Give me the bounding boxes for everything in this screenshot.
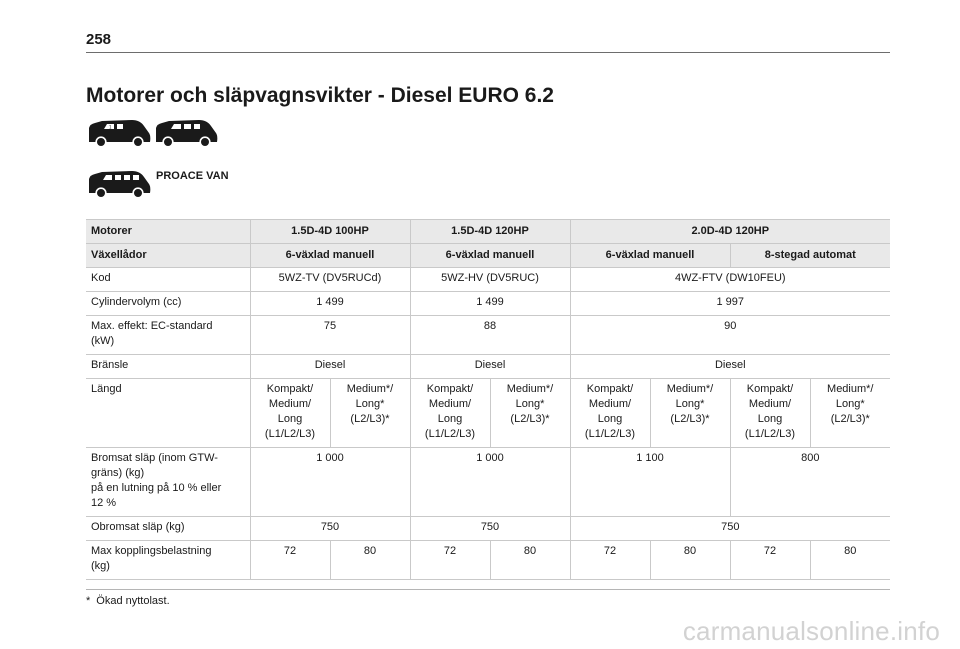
table-cell: 72 (730, 541, 810, 580)
table-cell: 90 (570, 316, 890, 355)
table-cell: 80 (330, 541, 410, 580)
engine-header: 1.5D-4D 100HP (250, 220, 410, 244)
gearbox-header: 6-växlad manuell (410, 244, 570, 268)
table-cell: 1 100 (570, 448, 730, 517)
table-cell: 1 499 (410, 292, 570, 316)
table-cell: 80 (650, 541, 730, 580)
table-cell: 88 (410, 316, 570, 355)
table-cell: 750 (410, 517, 570, 541)
table-cell: 1 000 (250, 448, 410, 517)
table-cell: 1 997 (570, 292, 890, 316)
table-cell: 1 499 (250, 292, 410, 316)
row-label: Längd (86, 379, 250, 448)
table-row-effekt (86, 316, 890, 355)
row-label: Obromsat släp (kg) (86, 517, 250, 541)
footnote (86, 595, 170, 607)
gearbox-header: 6-växlad manuell (570, 244, 730, 268)
row-label: Bränsle (86, 355, 250, 379)
engine-header: 2.0D-4D 120HP (570, 220, 890, 244)
row-label: Kod (86, 268, 250, 292)
svg-text:1: 1 (109, 124, 112, 130)
table-cell: 72 (410, 541, 490, 580)
table-cell: 750 (570, 517, 890, 541)
van-short-icon (86, 117, 152, 147)
specs-table (86, 219, 890, 580)
van-medium-icon (153, 117, 219, 147)
row-label: Bromsat släp (inom GTW- gräns) (kg) på en lutning på 10 % eller 12 % (86, 448, 250, 517)
table-cell: 4WZ-FTV (DW10FEU) (570, 268, 890, 292)
table-cell: Kompakt/ Medium/ Long (L1/L2/L3) (410, 379, 490, 448)
row-label: Max. effekt: EC-standard (kW) (86, 316, 250, 355)
table-cell: 5WZ-TV (DV5RUCd) (250, 268, 410, 292)
table-row-kod (86, 268, 890, 292)
table-cell: 72 (250, 541, 330, 580)
table-cell: 80 (810, 541, 890, 580)
row-label: Motorer (86, 220, 250, 244)
table-cell: Medium*/ Long* (L2/L3)* (650, 379, 730, 448)
table-cell: 75 (250, 316, 410, 355)
table-cell: 5WZ-HV (DV5RUC) (410, 268, 570, 292)
table-cell: 1 000 (410, 448, 570, 517)
gearbox-header: 6-växlad manuell (250, 244, 410, 268)
row-label: Cylindervolym (cc) (86, 292, 250, 316)
table-row-obromsat (86, 517, 890, 541)
table-cell: Kompakt/ Medium/ Long (L1/L2/L3) (250, 379, 330, 448)
row-label: Växellådor (86, 244, 250, 268)
page-number: 258 (86, 31, 112, 48)
table-cell: 800 (730, 448, 890, 517)
table-cell: Diesel (570, 355, 890, 379)
row-label: Max kopplingsbelastning (kg) (86, 541, 250, 580)
table-cell: 72 (570, 541, 650, 580)
table-cell: Kompakt/ Medium/ Long (L1/L2/L3) (570, 379, 650, 448)
table-row-engines (86, 220, 890, 244)
table-cell: Medium*/ Long* (L2/L3)* (490, 379, 570, 448)
table-row-koppling (86, 541, 890, 580)
top-divider (86, 52, 890, 53)
table-cell: Medium*/ Long* (L2/L3)* (810, 379, 890, 448)
table-row-cylinder (86, 292, 890, 316)
footnote-marker: * (86, 595, 91, 607)
table-cell: Medium*/ Long* (L2/L3)* (330, 379, 410, 448)
table-row-bromsat (86, 448, 890, 517)
table-row-langd (86, 379, 890, 448)
table-cell: Kompakt/ Medium/ Long (L1/L2/L3) (730, 379, 810, 448)
gearbox-header: 8-stegad automat (730, 244, 890, 268)
table-cell: 750 (250, 517, 410, 541)
model-label: PROACE VAN (156, 170, 229, 182)
van-long-icon (86, 168, 152, 198)
table-cell: 80 (490, 541, 570, 580)
table-row-gearboxes (86, 244, 890, 268)
watermark: carmanualsonline.info (682, 616, 940, 646)
footnote-text: Ökad nyttolast. (96, 595, 170, 607)
page-title: Motorer och släpvagnsvikter - Diesel EURO 6.2 (86, 84, 554, 107)
table-cell: Diesel (410, 355, 570, 379)
bottom-divider (86, 589, 890, 590)
engine-header: 1.5D-4D 120HP (410, 220, 570, 244)
table-row-bransle (86, 355, 890, 379)
table-cell: Diesel (250, 355, 410, 379)
